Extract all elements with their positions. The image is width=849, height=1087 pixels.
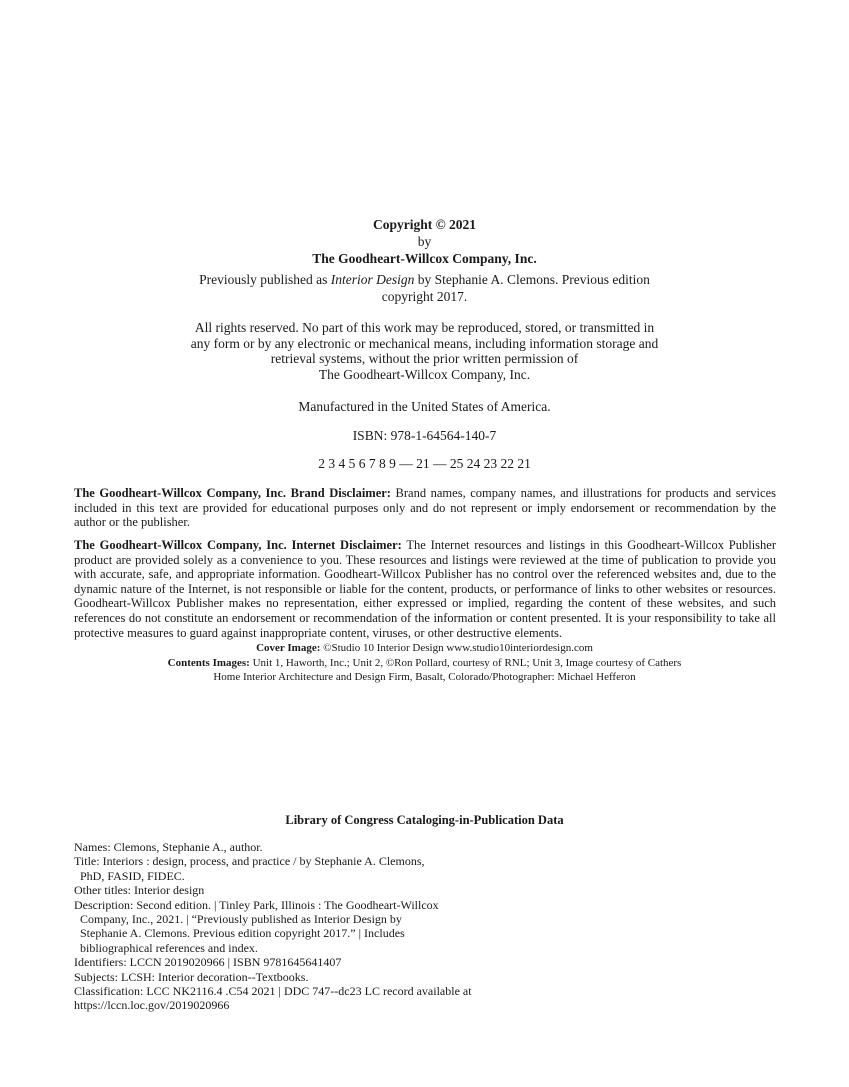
loc-line-description: Description: Second edition. | Tinley Park, Illinois : The Goodheart-Willcox bbox=[74, 897, 439, 912]
loc-line-names: Names: Clemons, Stephanie A., author. bbox=[74, 840, 263, 854]
contents-images-credit bbox=[0, 656, 849, 671]
loc-line-lccn-url: https://lccn.loc.gov/2019020966 bbox=[74, 998, 230, 1013]
rights-line: any form or by any electronic or mechanical means, including information storage and bbox=[190, 335, 659, 351]
cover-image-label: Cover Image: bbox=[256, 642, 321, 654]
loc-line-title: Title: Interiors : design, process, and practice / by Stephanie A. Clemons, bbox=[74, 854, 425, 869]
brand-disclaimer-label: The Goodheart-Willcox Company, Inc. Brand Disclaimer: bbox=[74, 486, 391, 500]
loc-line-title-cont: PhD, FASID, FIDEC. bbox=[74, 868, 185, 883]
isbn-line: ISBN: 978-1-64564-140-7 bbox=[352, 428, 497, 443]
manufactured-line: Manufactured in the United States of America. bbox=[298, 399, 551, 414]
loc-line-subjects: Subjects: LCSH: Interior decoration--Textbooks. bbox=[74, 969, 309, 984]
rights-paragraph bbox=[0, 320, 849, 382]
previous-edition-title: Interior Design bbox=[330, 272, 415, 287]
previous-edition-prefix: Previously published as bbox=[199, 272, 331, 287]
imprint-block bbox=[0, 216, 849, 305]
loc-line-identifiers: Identifiers: LCCN 2019020966 | ISBN 9781645641407 bbox=[74, 955, 342, 970]
cover-image-credit bbox=[0, 641, 849, 656]
previous-edition-line bbox=[0, 271, 849, 288]
brand-disclaimer-text: Brand names, company names, and illustrations for products and services included in this text are provided for educational purposes only and do not represent or imply endorsement or recommendation by the author or the publisher. bbox=[74, 486, 776, 530]
loc-line-description-cont1: Company, Inc., 2021. | “Previously published as Interior Design by bbox=[74, 912, 402, 927]
copyright-line: Copyright © 2021 bbox=[372, 217, 477, 232]
loc-line-other-titles: Other titles: Interior design bbox=[74, 883, 205, 898]
loc-line-description-cont2: Stephanie A. Clemons. Previous edition copyright 2017.” | Includes bbox=[74, 926, 405, 941]
internet-disclaimer bbox=[74, 538, 776, 640]
previous-edition-suffix: by Stephanie A. Clemons. Previous edition bbox=[414, 272, 650, 287]
internet-disclaimer-text: The Internet resources and listings in this Goodheart-Willcox Publisher product are provided solely as a convenience to you. These resources and listings were reviewed at the time of publication to provide you with accurate, safe, and appropriate information. Goodheart-Willcox Publisher has no control over the referenced websites and, due to the dynamic nature of the Internet, is not responsible or liable for the content, products, or performance of links to other websites or resources. Goodheart-Willcox Publisher makes no representation, either expressed or implied, regarding the content of these websites, and such references do not constitute an endorsement or recommendation of the information or content presented. It is your responsibility to take all protective measures to guard against inappropriate content, viruses, or other destructive elements. bbox=[74, 538, 776, 640]
contents-images-text-line1: Unit 1, Haworth, Inc.; Unit 2, ©Ron Pollard, courtesy of RNL; Unit 3, Image courtesy of Cathers bbox=[249, 656, 682, 669]
contents-images-credit-line2: Home Interior Architecture and Design Firm, Basalt, Colorado/Photographer: Michael Hefferon bbox=[213, 671, 636, 683]
cover-image-text: ©Studio 10 Interior Design www.studio10interiordesign.com bbox=[320, 642, 593, 654]
rights-line: All rights reserved. No part of this work may be reproduced, stored, or transmitted in bbox=[194, 320, 655, 335]
rights-line: retrieval systems, without the prior written permission of bbox=[270, 351, 579, 366]
contents-images-label: Contents Images: bbox=[167, 656, 250, 669]
by-line: by bbox=[417, 234, 432, 249]
image-credits-block bbox=[0, 641, 849, 685]
company-name-line: The Goodheart-Willcox Company, Inc. bbox=[312, 251, 537, 266]
rights-line: The Goodheart-Willcox Company, Inc. bbox=[318, 366, 531, 382]
loc-record bbox=[74, 840, 734, 1013]
printing-number-line: 2 3 4 5 6 7 8 9 — 21 — 25 24 23 22 21 bbox=[318, 456, 531, 471]
loc-line-classification: Classification: LCC NK2116.4 .C54 2021 | DDC 747--dc23 LC record available at bbox=[74, 984, 472, 999]
loc-heading: Library of Congress Cataloging-in-Publication Data bbox=[285, 813, 564, 827]
loc-line-description-cont3: bibliographical references and index. bbox=[74, 940, 258, 955]
previous-edition-line2: copyright 2017. bbox=[381, 289, 468, 304]
internet-disclaimer-label: The Goodheart-Willcox Company, Inc. Internet Disclaimer: bbox=[74, 538, 402, 552]
brand-disclaimer bbox=[74, 486, 776, 530]
